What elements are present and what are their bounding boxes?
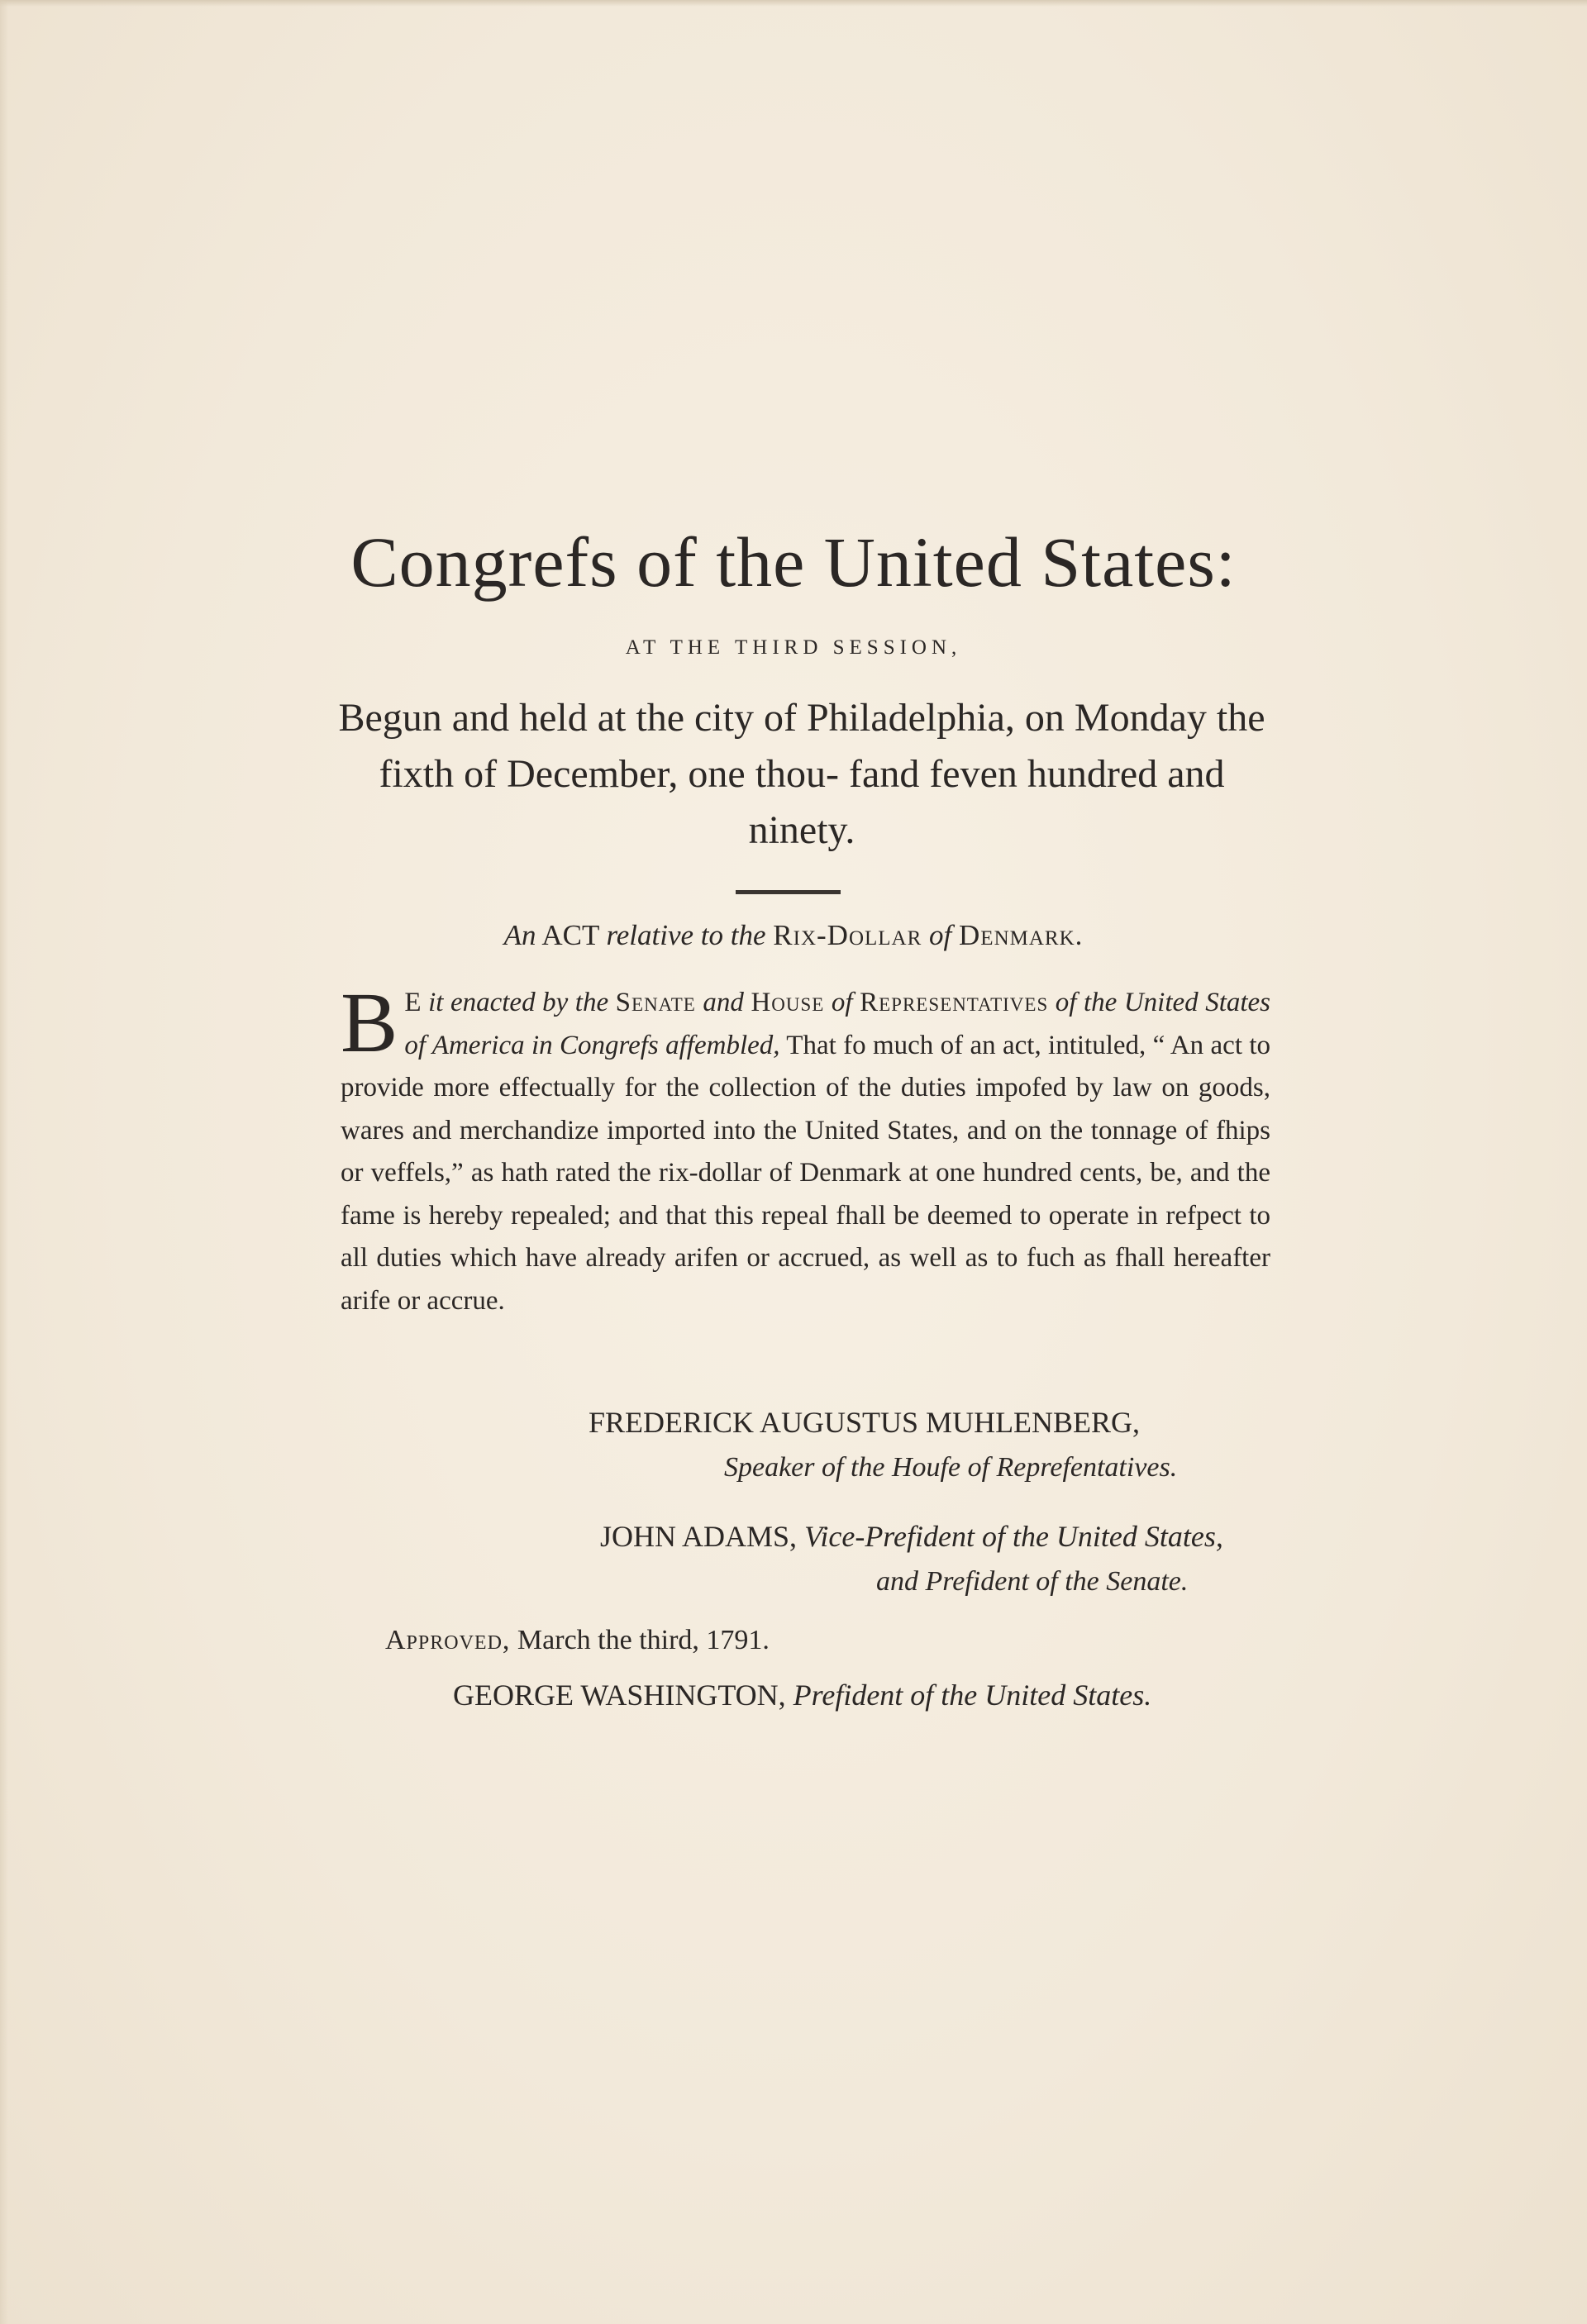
body-and: and	[703, 988, 744, 1017]
act-prefix: An	[503, 919, 536, 951]
page-top-shadow	[0, 0, 1587, 7]
act-body	[341, 975, 1271, 1322]
divider-rule	[736, 890, 841, 894]
body-rest: That fo much of an act, intituled, “ An act to provide more effectually for the collection of the duties impofed by law on goods, wares and merchandize imported into the United States, and on the tonnage of fhips or veffels,” as hath rated the rix-dollar of Denmark at one hundred cents, be, and the fame is hereby repealed; and that this repeal fhall be deemed to operate in refpect to all duties which have already arifen or accrued, as well as to fuch as fhall hereafter arife or accrue.	[341, 1030, 1271, 1316]
act-word: ACT	[541, 919, 599, 951]
body-first-letter: E	[404, 988, 422, 1017]
act-relative: relative to the	[606, 919, 766, 951]
document-title: Congrefs of the United States:	[350, 522, 1237, 602]
vice-president-title-2: and Prefident of the Senate.	[876, 1566, 1189, 1597]
body-of-united-states: of the United States of America in Congrefs affembled,	[404, 988, 1271, 1060]
body-house: House	[751, 988, 825, 1017]
vice-president-line	[600, 1519, 1223, 1554]
body-of: of	[831, 988, 853, 1017]
drop-cap: B	[341, 975, 398, 1070]
vice-president-name: JOHN ADAMS,	[600, 1520, 798, 1553]
vice-president-title: Vice-Prefident of the United States,	[804, 1520, 1223, 1553]
act-of: of	[929, 919, 952, 951]
body-senate: Senate	[615, 988, 696, 1017]
page-edge-shadow	[0, 0, 8, 2324]
body-enacted: it enacted by the	[428, 988, 609, 1017]
body-representatives: Representatives	[860, 988, 1049, 1017]
session-line: AT THE THIRD SESSION,	[625, 636, 962, 659]
approved-label: Approved,	[385, 1625, 511, 1655]
act-country: Denmark.	[959, 919, 1084, 951]
approved-line	[385, 1625, 770, 1656]
act-heading	[0, 919, 1587, 952]
speaker-name: FREDERICK AUGUSTUS MUHLENBERG,	[589, 1406, 1141, 1439]
act-subject: Rix-Dollar	[773, 919, 922, 951]
president-line	[453, 1678, 1151, 1712]
approved-date: March the third, 1791.	[517, 1625, 770, 1655]
speaker-title: Speaker of the Houfe of Reprefentatives.	[724, 1452, 1178, 1483]
president-title: Prefident of the United States.	[793, 1679, 1152, 1712]
president-name: GEORGE WASHINGTON,	[453, 1679, 786, 1712]
session-description: Begun and held at the city of Philadelphia, on Monday the fixth of December, one thou- fand feven hundred and ninety.	[338, 696, 1265, 852]
